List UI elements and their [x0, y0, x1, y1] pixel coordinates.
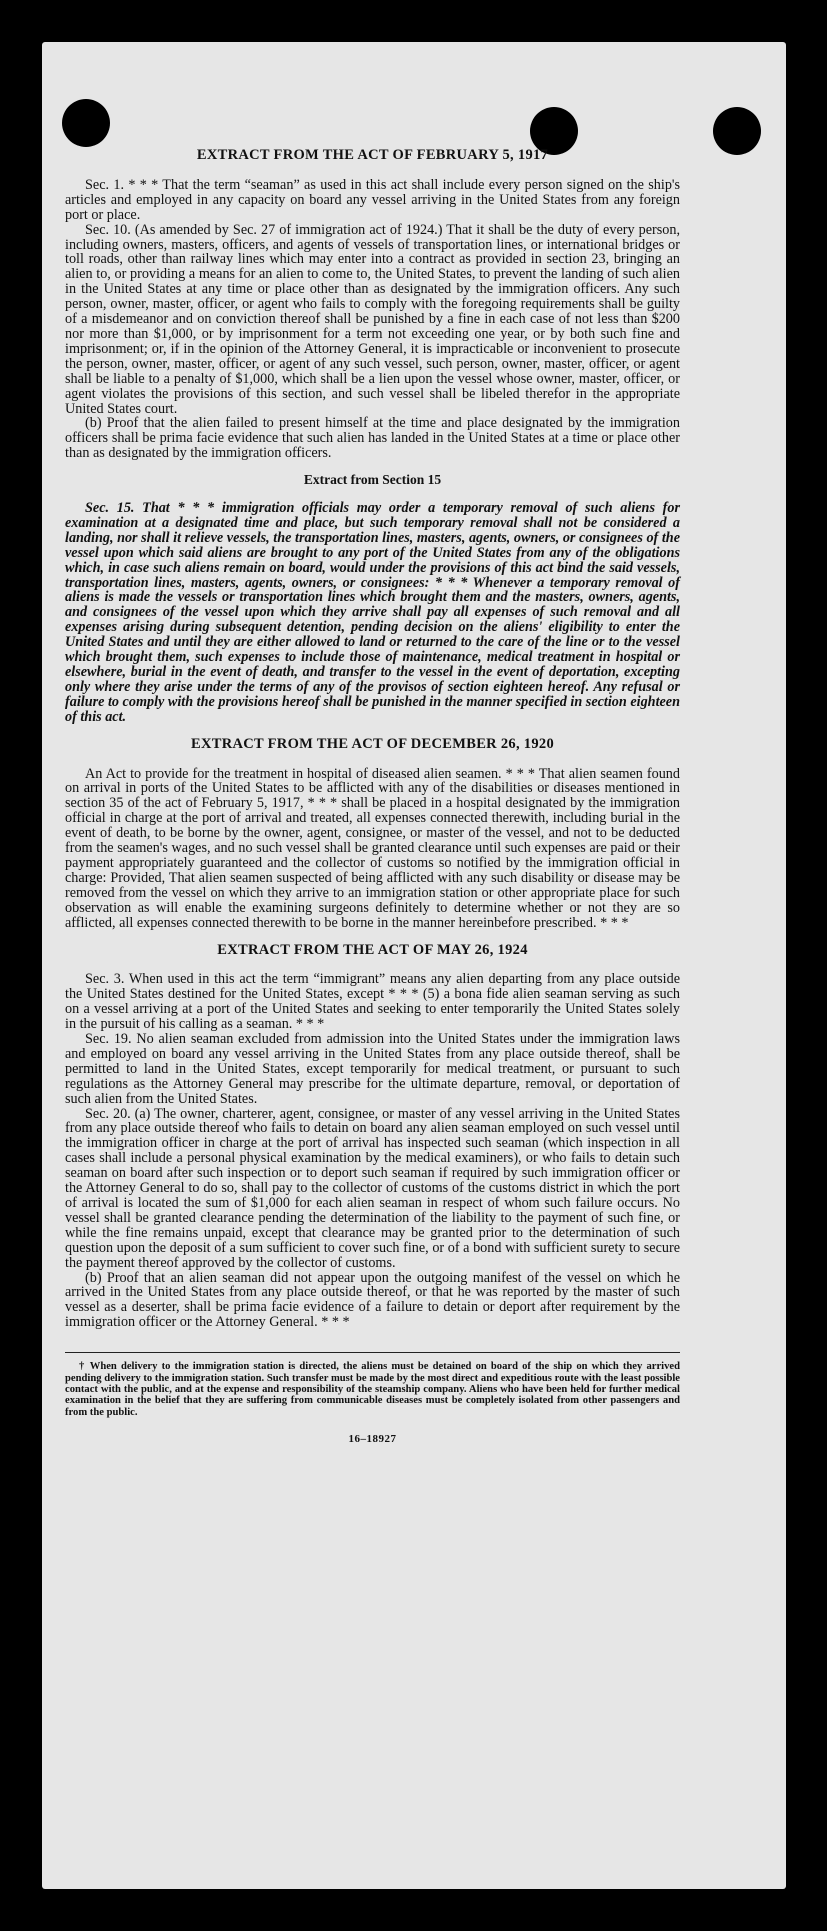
- paragraph: Sec. 1. * * * That the term “seaman” as used in this act shall include every person signed on the ship's articles and employed in any capacity on board any vessel arriving in the United States from any foreign port or place.: [65, 176, 680, 223]
- section-act-may-1924: [65, 943, 680, 1331]
- document-body: [65, 148, 680, 1447]
- section-act-dec-1920: [65, 737, 680, 931]
- paragraph: (b) Proof that an alien seaman did not appear upon the outgoing manifest of the vessel on which he arrived in the United States from any place outside thereof, or that he was reported by the master of such vessel as a deserter, shall be prima facie evidence of a failure to detain or deport after requirement by the immigration officer or the Attorney General. * * *: [65, 1269, 680, 1331]
- form-number: 16–18927: [348, 1433, 397, 1446]
- paragraph: Sec. 19. No alien seaman excluded from admission into the United States under the immigration laws and employed on board any vessel arriving in the United States from any place outside thereof, shall be permitted to land in the United States, except temporarily for medical treatment, or pursuant to such regulations as the Attorney General may prescribe for the ultimate departure, removal, or deportation of such alien from the United States.: [65, 1031, 680, 1107]
- footnote: [65, 1361, 680, 1418]
- paragraph: An Act to provide for the treatment in hospital of diseased alien seamen. * * * That alien seamen found on arrival in ports of the United States to be afflicted with any of the disabilities or diseases mentioned in section 35 of the act of February 5, 1917, * * * shall be placed in a hospital designated by the immigration official in charge at the port of arrival and treated, all expenses connected therewith, including burial in the event of death, to be borne by the owner, agent, consignee, or master of the vessel, and not to be deducted from the seamen's wages, and no such vessel shall be granted clearance until such expenses are paid or their payment appropriately guaranteed and the collector of customs so notified by the immigration official in charge: Provided, That alien seamen suspected of being afflicted with any such disability or disease may be removed from the vessel on which they arrive to an immigration station or other appropriate place for such observation as will enable the examining surgeons definitely to determine whether or not they are so afflicted, all expenses connected therewith to be borne in the manner hereinbefore prescribed. * * *: [65, 765, 680, 931]
- paragraph: Sec. 20. (a) The owner, charterer, agent, consignee, or master of any vessel arriving in the United States from any place outside thereof who fails to detain on board any alien seaman employed on such vessel until the immigration officer in charge at the port of arrival has inspected such seaman (which inspection in all cases shall include a personal physical examination by the medical examiners), or who fails to detain such seaman on board after such inspection or to deport such seaman if required by such immigration officer or the Attorney General to do so, shall pay to the collector of customs of the customs district in which the port of arrival is located the sum of $1,000 for each alien seaman in respect of whom such failure occurs. No vessel shall be granted clearance pending the determination of the liability to the payment of such fine, or while the fine remains unpaid, except that clearance may be granted prior to the determination of such question upon the deposit of a sum sufficient to cover such fine, or of a bond with sufficient surety to secure the payment thereof approved by the collector of customs.: [65, 1105, 680, 1271]
- paragraph: Sec. 3. When used in this act the term “immigrant” means any alien departing from any place outside the United States destined for the United States, except * * * (5) a bona fide alien seaman serving as such on a vessel arriving at a port of the United States and seeking to enter temporarily the United States solely in the pursuit of his calling as a seaman. * * *: [65, 971, 680, 1033]
- punch-hole: [713, 107, 761, 155]
- section-act-feb-1917: [65, 148, 680, 461]
- paragraph: (b) Proof that the alien failed to present himself at the time and place designated by the immigration officers shall be prima facie evidence that such alien has landed in the United States at a time or place other than as designated by the immigration officers.: [65, 415, 680, 462]
- footnote-divider: [65, 1352, 680, 1353]
- section-extract-15: [65, 473, 680, 725]
- paragraph: Sec. 15. That * * * immigration officials may order a temporary removal of such aliens for examination at a designated time and place, but such temporary removal shall not be considered a landing, nor shall it relieve vessels, the transportation lines, masters, agents, owners, or consignees of the vessel upon which said aliens are brought to any port of the United States from any of the obligations which, in case such aliens remain on board, would under the provisions of this act bind the said vessels, transportation lines, masters, agents, owners, or consignees: * * * Whenever a temporary removal of aliens is made the vessels or transportation lines which brought them and the masters, owners, agents, and consignees of the vessel upon which they arrive shall pay all expenses of such removal and all expenses arising during subsequent detention, pending decision on the aliens' eligibility to enter the United States and until they are either allowed to land or returned to the care of the line or to the vessel which brought them, such expenses to include those of maintenance, medical treatment in hospital or elsewhere, burial in the event of death, and transfer to the vessel in the event of deportation, excepting only where they arise under the terms of any of the provisos of section eighteen hereof. Any refusal or failure to comply with the provisions hereof shall be punished in the manner specified in section eighteen of this act.: [65, 500, 680, 725]
- section-heading: EXTRACT FROM THE ACT OF DECEMBER 26, 1920: [190, 735, 555, 752]
- section-heading: EXTRACT FROM THE ACT OF FEBRUARY 5, 1917: [196, 147, 549, 163]
- paragraph: Sec. 10. (As amended by Sec. 27 of immigration act of 1924.) That it shall be the duty of every person, including owners, masters, officers, and agents of vessels of transportation lines, or international bridges or toll roads, other than railway lines which may enter into a contract as provided in section 23, bringing an alien to, or providing a means for an alien to come to, the United States, to prevent the landing of such alien in the United States at any time or place other than as designated by the immigration officers. Any such person, owner, master, officer, or agent who fails to comply with the foregoing requirements shall be guilty of a misdemeanor and on conviction thereof shall be punished by a fine in each case of not less than $200 nor more than $1,000, or by imprisonment for a term not exceeding one year, or by both such fine and imprisonment; or, if in the opinion of the Attorney General, it is impracticable or inconvenient to prosecute the person, owner, master, officer, or agent of any such vessel, such person, owner, master, officer, or agent shall be liable to a penalty of $1,000, which shall be a lien upon the vessel whose owner, master, officer, or agent violates the provisions of this section, and such vessel shall be libeled therefor in the appropriate United States court.: [65, 221, 680, 417]
- footnote-text: † When delivery to the immigration station is directed, the aliens must be detained on board of the ship on which they arrived pending delivery to the immigration station. Such transfer must be made by the most direct and expeditious route with the least possible contact with the public, and at the expense and responsibility of the steamship company. Aliens who have been held for further medical examination in the belief that they are suffering from communicable diseases must be completely isolated from other passengers and from the public.: [65, 1361, 680, 1418]
- punch-hole: [62, 99, 110, 147]
- section-heading: EXTRACT FROM THE ACT OF MAY 26, 1924: [217, 941, 528, 958]
- section-heading: Extract from Section 15: [303, 472, 442, 488]
